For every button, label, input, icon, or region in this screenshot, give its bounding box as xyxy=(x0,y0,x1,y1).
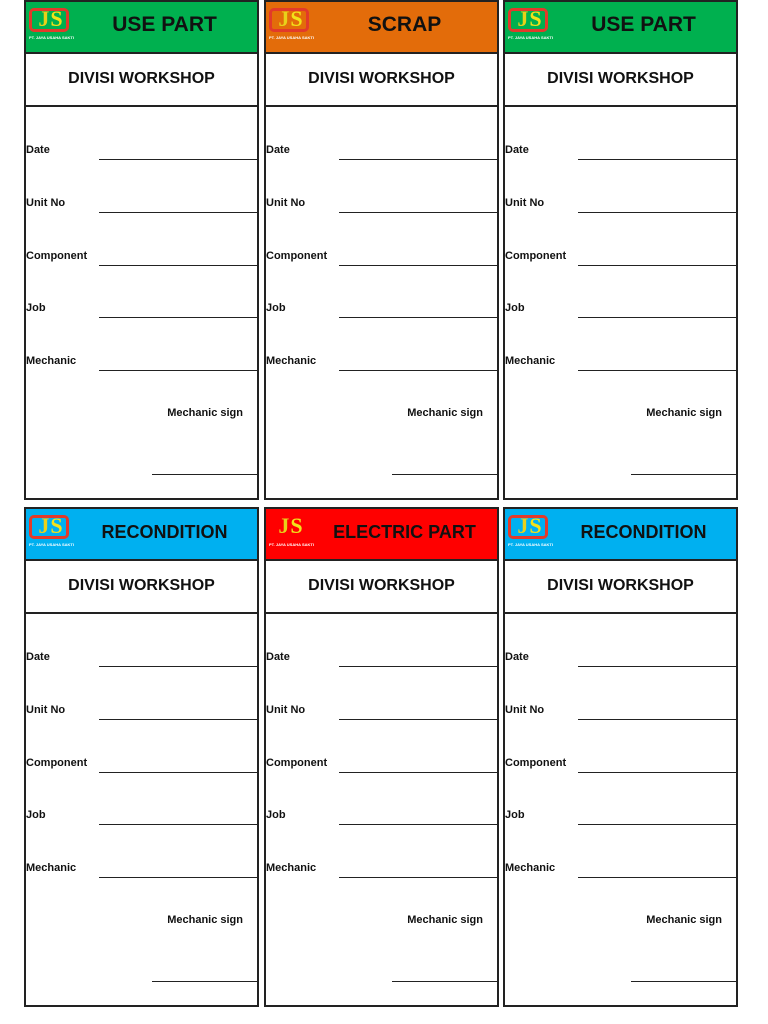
field-label: Unit No xyxy=(26,197,66,209)
field-input-line[interactable] xyxy=(99,265,257,266)
form-field-row xyxy=(26,862,257,882)
form-field-row xyxy=(26,250,257,270)
field-input-line[interactable] xyxy=(99,824,257,825)
field-label: Date xyxy=(505,651,529,663)
field-label: Date xyxy=(26,651,50,663)
logo-letter-j: J xyxy=(517,513,530,538)
form-field-row xyxy=(505,704,736,724)
field-input-line[interactable] xyxy=(339,772,497,773)
field-input-line[interactable] xyxy=(99,666,257,667)
field-input-line[interactable] xyxy=(339,370,497,371)
logo-company-name: PT. JAYA USAHA SAKTI xyxy=(269,35,314,40)
form-field-row xyxy=(505,250,736,270)
signature-line[interactable] xyxy=(152,474,257,475)
form-field-row xyxy=(266,355,497,375)
field-input-line[interactable] xyxy=(99,212,257,213)
part-tag-card-6 xyxy=(503,507,738,1007)
logo-letter-s: S xyxy=(529,6,543,31)
field-label: Date xyxy=(266,144,290,156)
logo-company-name: PT. JAYA USAHA SAKTI xyxy=(29,542,74,547)
form-field-row xyxy=(505,197,736,217)
field-input-line[interactable] xyxy=(578,317,736,318)
field-label: Component xyxy=(505,250,567,262)
logo-letter-j: J xyxy=(38,513,51,538)
tag-type-title: SCRAP xyxy=(367,13,442,36)
form-field-row xyxy=(26,704,257,724)
logo-letter-s: S xyxy=(290,513,304,538)
field-input-line[interactable] xyxy=(339,824,497,825)
logo-company-name: PT. JAYA USAHA SAKTI xyxy=(29,35,74,40)
tag-header xyxy=(26,509,257,561)
division-label: DIVISI WORKSHOP xyxy=(266,54,497,107)
field-label: Component xyxy=(26,250,88,262)
field-label: Job xyxy=(266,809,286,821)
field-label: Job xyxy=(26,809,46,821)
form-field-row xyxy=(505,302,736,322)
form-field-row xyxy=(26,197,257,217)
field-label: Job xyxy=(26,302,46,314)
division-label: DIVISI WORKSHOP xyxy=(26,54,257,107)
tag-type-title: ELECTRIC PART xyxy=(333,522,476,542)
logo-letter-s: S xyxy=(50,6,64,31)
field-input-line[interactable] xyxy=(339,159,497,160)
field-input-line[interactable] xyxy=(578,265,736,266)
logo-mark xyxy=(510,514,550,538)
company-logo xyxy=(269,515,313,553)
form-field-row xyxy=(266,862,497,882)
form-field-row xyxy=(26,809,257,829)
division-label: DIVISI WORKSHOP xyxy=(505,54,736,107)
field-input-line[interactable] xyxy=(578,719,736,720)
field-label: Date xyxy=(505,144,529,156)
form-field-row xyxy=(266,302,497,322)
field-input-line[interactable] xyxy=(339,877,497,878)
company-logo xyxy=(508,515,552,553)
form-field-row xyxy=(505,651,736,671)
form-field-row xyxy=(266,144,497,164)
field-input-line[interactable] xyxy=(339,212,497,213)
part-tag-card-5 xyxy=(264,507,499,1007)
field-label: Unit No xyxy=(505,704,545,716)
field-label: Component xyxy=(266,757,328,769)
form-field-row xyxy=(26,651,257,671)
tag-type-title: RECONDITION xyxy=(580,522,707,542)
signature-line[interactable] xyxy=(152,981,257,982)
form-field-row xyxy=(266,250,497,270)
tag-header xyxy=(505,509,736,561)
field-label: Mechanic xyxy=(505,862,556,874)
company-logo xyxy=(269,8,313,46)
mechanic-sign-label: Mechanic sign xyxy=(407,407,483,419)
mechanic-sign-label: Mechanic sign xyxy=(167,407,243,419)
signature-line[interactable] xyxy=(392,474,497,475)
field-label: Mechanic xyxy=(505,355,556,367)
logo-letter-s: S xyxy=(529,513,543,538)
field-label: Mechanic xyxy=(26,355,77,367)
field-label: Mechanic xyxy=(266,862,317,874)
logo-letter-s: S xyxy=(50,513,64,538)
field-label: Job xyxy=(266,302,286,314)
logo-mark xyxy=(31,7,71,31)
tag-type-title: USE PART xyxy=(591,13,696,36)
form-field-row xyxy=(505,862,736,882)
signature-line[interactable] xyxy=(392,981,497,982)
field-label: Mechanic xyxy=(266,355,317,367)
field-input-line[interactable] xyxy=(99,772,257,773)
field-input-line[interactable] xyxy=(99,719,257,720)
form-field-row xyxy=(26,144,257,164)
logo-mark xyxy=(271,7,311,31)
field-input-line[interactable] xyxy=(578,772,736,773)
form-field-row xyxy=(26,355,257,375)
field-input-line[interactable] xyxy=(99,877,257,878)
field-label: Job xyxy=(505,809,525,821)
field-label: Unit No xyxy=(26,704,66,716)
company-logo xyxy=(29,8,73,46)
form-field-row xyxy=(266,197,497,217)
mechanic-sign-label: Mechanic sign xyxy=(646,914,722,926)
mechanic-sign-label: Mechanic sign xyxy=(167,914,243,926)
division-label: DIVISI WORKSHOP xyxy=(266,561,497,614)
part-tag-card-1 xyxy=(24,0,259,500)
field-input-line[interactable] xyxy=(99,159,257,160)
field-input-line[interactable] xyxy=(99,370,257,371)
logo-letter-j: J xyxy=(278,513,291,538)
field-input-line[interactable] xyxy=(578,666,736,667)
field-label: Unit No xyxy=(505,197,545,209)
field-input-line[interactable] xyxy=(578,370,736,371)
part-tag-card-3 xyxy=(503,0,738,500)
signature-line[interactable] xyxy=(631,474,736,475)
form-field-row xyxy=(26,302,257,322)
form-field-row xyxy=(266,809,497,829)
form-field-row xyxy=(266,757,497,777)
part-tag-card-4 xyxy=(24,507,259,1007)
tag-header xyxy=(266,2,497,54)
division-label: DIVISI WORKSHOP xyxy=(505,561,736,614)
logo-letter-j: J xyxy=(517,6,530,31)
field-input-line[interactable] xyxy=(578,824,736,825)
logo-letter-s: S xyxy=(290,6,304,31)
field-label: Unit No xyxy=(266,197,306,209)
form-field-row xyxy=(266,704,497,724)
field-input-line[interactable] xyxy=(578,159,736,160)
field-label: Date xyxy=(26,144,50,156)
form-field-row xyxy=(505,809,736,829)
tag-header xyxy=(505,2,736,54)
field-label: Component xyxy=(266,250,328,262)
form-field-row xyxy=(26,757,257,777)
form-field-row xyxy=(505,144,736,164)
logo-company-name: PT. JAYA USAHA SAKTI xyxy=(508,35,553,40)
field-label: Date xyxy=(266,651,290,663)
form-field-row xyxy=(505,355,736,375)
form-field-row xyxy=(266,651,497,671)
field-label: Component xyxy=(505,757,567,769)
signature-line[interactable] xyxy=(631,981,736,982)
tag-type-title: RECONDITION xyxy=(101,522,228,542)
field-label: Unit No xyxy=(266,704,306,716)
mechanic-sign-label: Mechanic sign xyxy=(407,914,483,926)
mechanic-sign-label: Mechanic sign xyxy=(646,407,722,419)
field-input-line[interactable] xyxy=(339,666,497,667)
field-input-line[interactable] xyxy=(578,877,736,878)
field-input-line[interactable] xyxy=(339,265,497,266)
logo-company-name: PT. JAYA USAHA SAKTI xyxy=(508,542,553,547)
logo-letter-j: J xyxy=(38,6,51,31)
field-label: Mechanic xyxy=(26,862,77,874)
tag-header xyxy=(266,509,497,561)
division-label: DIVISI WORKSHOP xyxy=(26,561,257,614)
company-logo xyxy=(29,515,73,553)
logo-mark xyxy=(271,514,311,538)
logo-mark xyxy=(31,514,71,538)
field-input-line[interactable] xyxy=(578,212,736,213)
logo-letter-j: J xyxy=(278,6,291,31)
field-input-line[interactable] xyxy=(339,719,497,720)
field-label: Job xyxy=(505,302,525,314)
field-label: Component xyxy=(26,757,88,769)
field-input-line[interactable] xyxy=(99,317,257,318)
field-input-line[interactable] xyxy=(339,317,497,318)
tag-header xyxy=(26,2,257,54)
part-tag-card-2 xyxy=(264,0,499,500)
logo-mark xyxy=(510,7,550,31)
form-field-row xyxy=(505,757,736,777)
company-logo xyxy=(508,8,552,46)
logo-company-name: PT. JAYA USAHA SAKTI xyxy=(269,542,314,547)
tag-type-title: USE PART xyxy=(112,13,217,36)
